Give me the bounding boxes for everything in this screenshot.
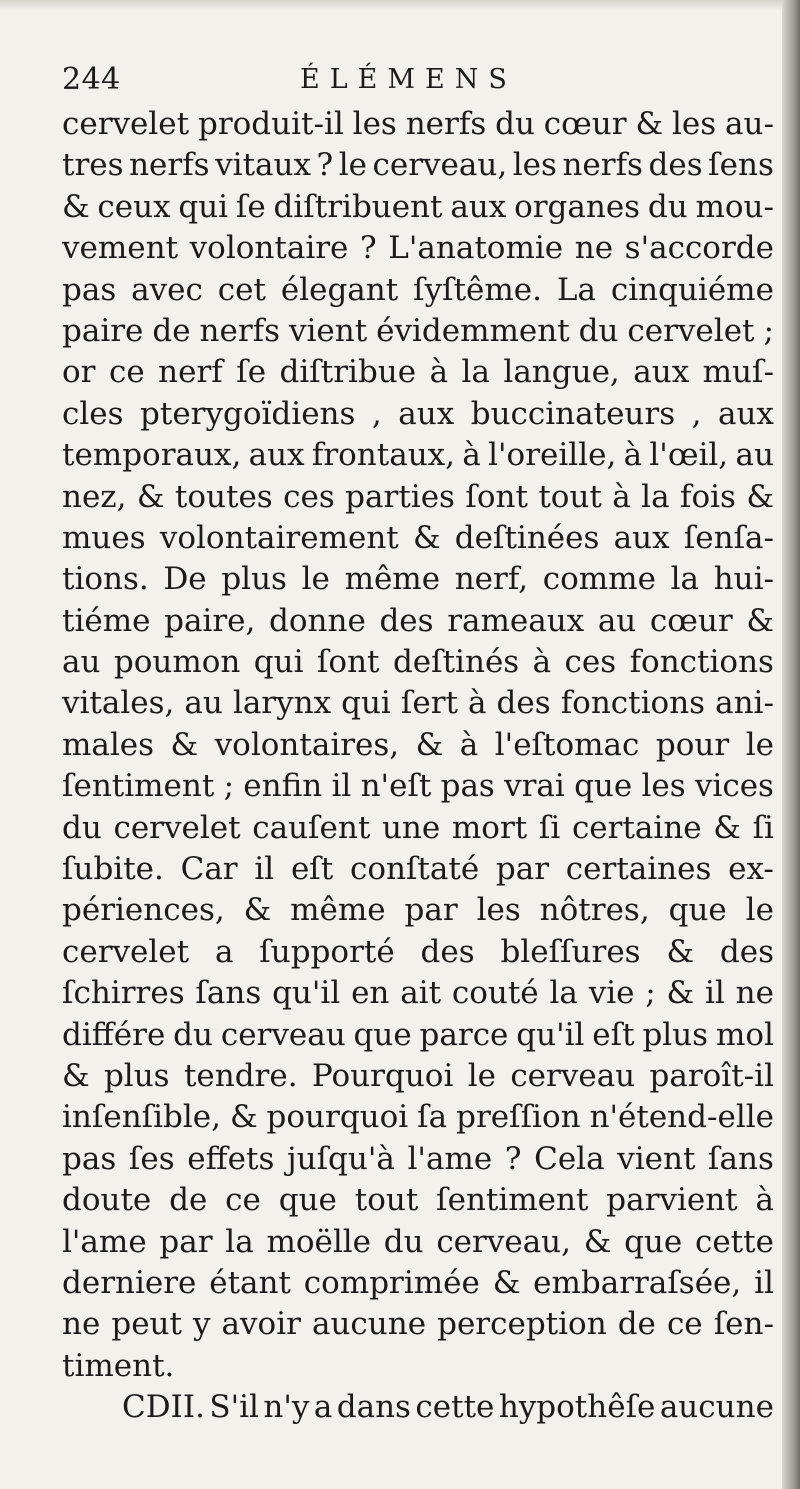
- text-line: vement volontaire ? L'anatomie ne s'accorde: [62, 230, 774, 267]
- text-line: l'ame par la moëlle du cerveau, & que cette: [62, 1223, 774, 1260]
- text-line: ſubite. Car il eſt conſtaté par certaines ex-: [62, 851, 774, 888]
- text-line: & ceux qui ſe diſtribuent aux organes du mou-: [62, 188, 774, 225]
- text-line: CDII. S'il n'y a dans cette hypothêſe aucune: [122, 1389, 774, 1426]
- text-line: tres nerfs vitaux ? le cerveau, les nerfs des ſens: [62, 147, 774, 184]
- text-line: cervelet produit-il les nerfs du cœur & les au-: [62, 106, 774, 142]
- text-line: du cervelet cauſent une mort ſi certaine & ſi: [62, 809, 774, 846]
- text-line: au poumon qui ſont deſtinés à ces fonctions: [62, 644, 774, 681]
- text-line: nez, & toutes ces parties ſont tout à la fois &: [62, 478, 774, 515]
- text-line: inſenſible, & pourquoi ſa preſſion n'étend-elle: [62, 1099, 774, 1136]
- text-line: temporaux, aux frontaux, à l'oreille, à l'œil, au: [62, 437, 774, 474]
- text-line: ſentiment ; enfin il n'eſt pas vrai que les vices: [62, 768, 774, 805]
- text-line: tiéme paire, donne des rameaux au cœur &: [62, 602, 774, 639]
- text-line: doute de ce que tout ſentiment parvient à: [62, 1182, 774, 1219]
- page-binding-edge: [782, 0, 800, 1489]
- text-line: or ce nerf ſe diſtribue à la langue, aux muſ-: [62, 354, 774, 391]
- text-line: différe du cerveau que parce qu'il eſt plus mol: [62, 1016, 774, 1053]
- text-line: tions. De plus le même nerf, comme la hui-: [62, 561, 774, 598]
- text-line: paire de nerfs vient évidemment du cervelet ;: [62, 312, 774, 349]
- page-number: 244: [62, 62, 121, 97]
- text-line: pas ſes effets juſqu'à l'ame ? Cela vient ſans: [62, 1140, 774, 1177]
- page-header: [62, 62, 762, 106]
- text-line: cles pterygoïdiens , aux buccinateurs , aux: [62, 395, 774, 432]
- text-line: ne peut y avoir aucune perception de ce ſen-: [62, 1306, 774, 1343]
- text-line: mues volontairement & deſtinées aux ſenſa-: [62, 519, 774, 556]
- running-head: ÉLÉMENS: [300, 64, 517, 95]
- text-line: derniere étant comprimée & embarraſsée, il: [62, 1264, 774, 1301]
- text-line: cervelet a ſupporté des bleſſures & des: [62, 933, 774, 970]
- text-line: ſchirres ſans qu'il en ait couté la vie ; & il ne: [62, 975, 774, 1012]
- text-line: pas avec cet élegant ſyſtême. La cinquiéme: [62, 271, 774, 308]
- show-through-text: [500, 1300, 760, 1460]
- text-line: périences, & même par les nôtres, que le: [62, 892, 774, 929]
- text-line: males & volontaires, & à l'eſtomac pour le: [62, 726, 774, 763]
- text-line: & plus tendre. Pourquoi le cerveau paroît-il: [62, 1057, 774, 1094]
- text-line: vitales, au larynx qui ſert à des fonctions ani-: [62, 685, 774, 722]
- body-text: [62, 104, 774, 1429]
- text-line: timent.: [62, 1347, 175, 1384]
- page-top-edge: [0, 0, 800, 10]
